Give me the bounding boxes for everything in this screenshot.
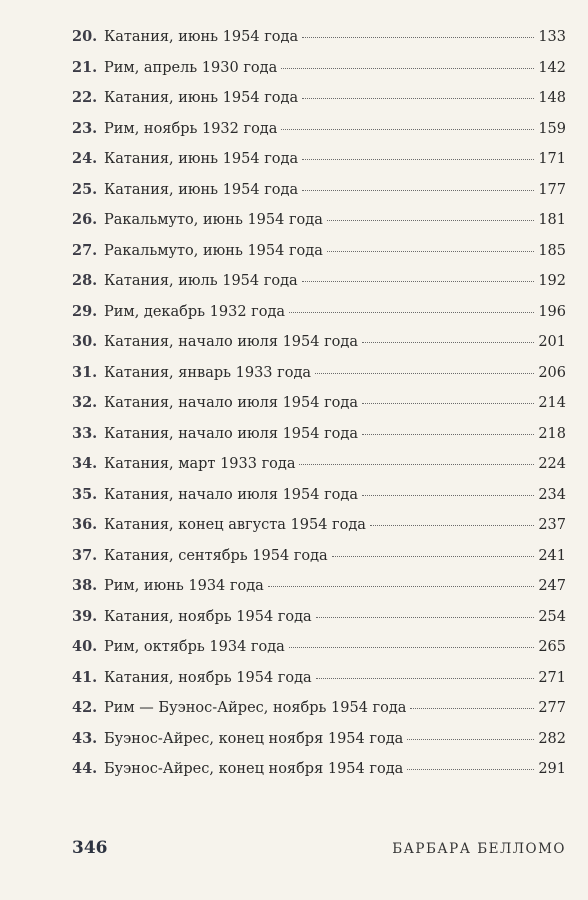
toc-entry [72,699,566,730]
dot-leader [299,464,534,465]
toc-entry-title: Буэнос-Айрес, конец ноября 1954 года [104,730,404,747]
dot-leader [316,678,535,679]
toc-entry-page: 277 [538,700,566,716]
toc-entry-title: Катания, январь 1933 года [104,364,312,381]
toc-entry [72,181,566,212]
page-footer [72,838,566,858]
toc-entry [72,150,566,181]
toc-entry-title: Катания, июнь 1954 года [104,90,299,106]
toc-entry-number: 42. [72,699,98,716]
toc-entry-page: 237 [538,517,566,533]
toc-entry-number: 24. [72,150,98,167]
dot-leader [362,434,534,435]
toc-entry-number: 30. [72,333,98,350]
toc-entry-page: 201 [538,334,566,350]
toc-entry-number: 43. [72,729,98,747]
toc-entry-title: Катания, конец августа 1954 года [104,517,366,533]
toc-entry [72,59,566,90]
toc-entry-title: Рим, декабрь 1932 года [104,303,286,320]
dot-leader [407,739,534,740]
toc-entry-title: Рим, июнь 1934 года [104,578,264,594]
dot-leader [327,251,534,252]
toc-entry-number: 40. [72,638,98,655]
toc-entry-title: Катания, июнь 1954 года [104,181,299,198]
toc-entry-page: 196 [538,303,566,320]
toc-entry-title: Ракальмуто, июнь 1954 года [104,242,323,259]
toc-entry-page: 291 [538,761,566,777]
dot-leader [370,525,534,526]
toc-entry-title: Рим, ноябрь 1932 года [104,120,278,137]
dot-leader [302,37,534,38]
toc-entry-number: 37. [72,546,98,564]
dot-leader [315,373,534,374]
toc-entry-number: 44. [72,760,98,777]
toc-entry-title: Катания, июль 1954 года [104,273,298,289]
toc-entry-page: 218 [538,425,566,442]
toc-entry-number: 29. [72,302,98,320]
toc-entry [72,425,566,456]
toc-entry [72,455,566,486]
table-of-contents [72,28,566,791]
toc-entry [72,242,566,273]
toc-entry-page: 142 [538,59,566,76]
toc-entry-title: Катания, сентябрь 1954 года [104,547,328,564]
toc-entry-page: 254 [538,608,566,625]
toc-entry-page: 133 [538,29,566,45]
toc-entry-number: 32. [72,394,98,411]
toc-entry-title: Катания, ноябрь 1954 года [104,608,312,625]
toc-entry-number: 27. [72,241,98,259]
toc-entry-number: 26. [72,211,98,228]
toc-entry [72,303,566,334]
toc-entry-page: 282 [538,730,566,747]
toc-entry-page: 192 [538,273,566,289]
toc-entry-number: 38. [72,577,98,594]
toc-entry-number: 23. [72,119,98,137]
toc-entry [72,211,566,242]
toc-entry-page: 206 [538,364,566,381]
toc-entry-title: Катания, начало июля 1954 года [104,395,358,411]
toc-entry-page: 159 [538,120,566,137]
toc-entry-number: 41. [72,668,98,686]
toc-entry [72,577,566,608]
toc-entry-title: Рим — Буэнос-Айрес, ноябрь 1954 года [104,700,407,716]
toc-entry [72,28,566,59]
toc-entry-page: 265 [538,639,566,655]
toc-entry [72,547,566,578]
toc-entry [72,364,566,395]
dot-leader [302,190,534,191]
toc-entry [72,638,566,669]
toc-entry-number: 39. [72,607,98,625]
toc-entry-number: 25. [72,180,98,198]
toc-entry-page: 177 [538,181,566,198]
toc-entry [72,669,566,700]
dot-leader [281,68,534,69]
toc-entry [72,516,566,547]
dot-leader [362,495,534,496]
running-author: БАРБАРА БЕЛЛОМО [392,841,566,857]
dot-leader [289,647,535,648]
toc-entry [72,486,566,517]
toc-entry-title: Катания, начало июля 1954 года [104,334,358,350]
dot-leader [289,312,534,313]
toc-entry [72,89,566,120]
toc-entry-title: Катания, начало июля 1954 года [104,425,358,442]
toc-entry-page: 171 [538,151,566,167]
toc-entry-page: 241 [538,547,566,564]
dot-leader [332,556,535,557]
dot-leader [362,342,534,343]
toc-entry-page: 224 [538,456,566,472]
toc-entry-title: Катания, июнь 1954 года [104,151,299,167]
page-number: 346 [72,838,108,858]
toc-entry-number: 36. [72,516,98,533]
toc-entry-number: 33. [72,424,98,442]
toc-entry-page: 185 [538,242,566,259]
toc-entry-number: 20. [72,28,98,45]
dot-leader [302,281,535,282]
dot-leader [302,159,534,160]
toc-entry-page: 214 [538,395,566,411]
toc-entry-page: 181 [538,212,566,228]
toc-entry [72,120,566,151]
dot-leader [410,708,534,709]
toc-entry-title: Ракальмуто, июнь 1954 года [104,212,323,228]
toc-entry-number: 31. [72,363,98,381]
toc-entry-number: 34. [72,455,98,472]
toc-entry-title: Катания, март 1933 года [104,456,296,472]
toc-entry-title: Рим, октябрь 1934 года [104,639,285,655]
dot-leader [362,403,534,404]
toc-entry-page: 234 [538,486,566,503]
dot-leader [327,220,534,221]
toc-entry-page: 247 [538,578,566,594]
toc-entry [72,760,566,791]
dot-leader [316,617,535,618]
toc-entry-page: 271 [538,669,566,686]
toc-entry [72,730,566,761]
toc-entry-number: 21. [72,58,98,76]
dot-leader [281,129,534,130]
toc-entry-title: Буэнос-Айрес, конец ноября 1954 года [104,761,404,777]
dot-leader [302,98,534,99]
toc-entry [72,272,566,303]
toc-entry [72,394,566,425]
dot-leader [407,769,534,770]
toc-entry-title: Катания, начало июля 1954 года [104,486,358,503]
toc-entry [72,333,566,364]
toc-entry-page: 148 [538,90,566,106]
toc-entry-title: Катания, ноябрь 1954 года [104,669,312,686]
toc-entry-number: 28. [72,272,98,289]
toc-entry-title: Катания, июнь 1954 года [104,29,299,45]
toc-entry [72,608,566,639]
toc-entry-number: 35. [72,485,98,503]
toc-entry-title: Рим, апрель 1930 года [104,59,278,76]
dot-leader [268,586,535,587]
toc-entry-number: 22. [72,89,98,106]
